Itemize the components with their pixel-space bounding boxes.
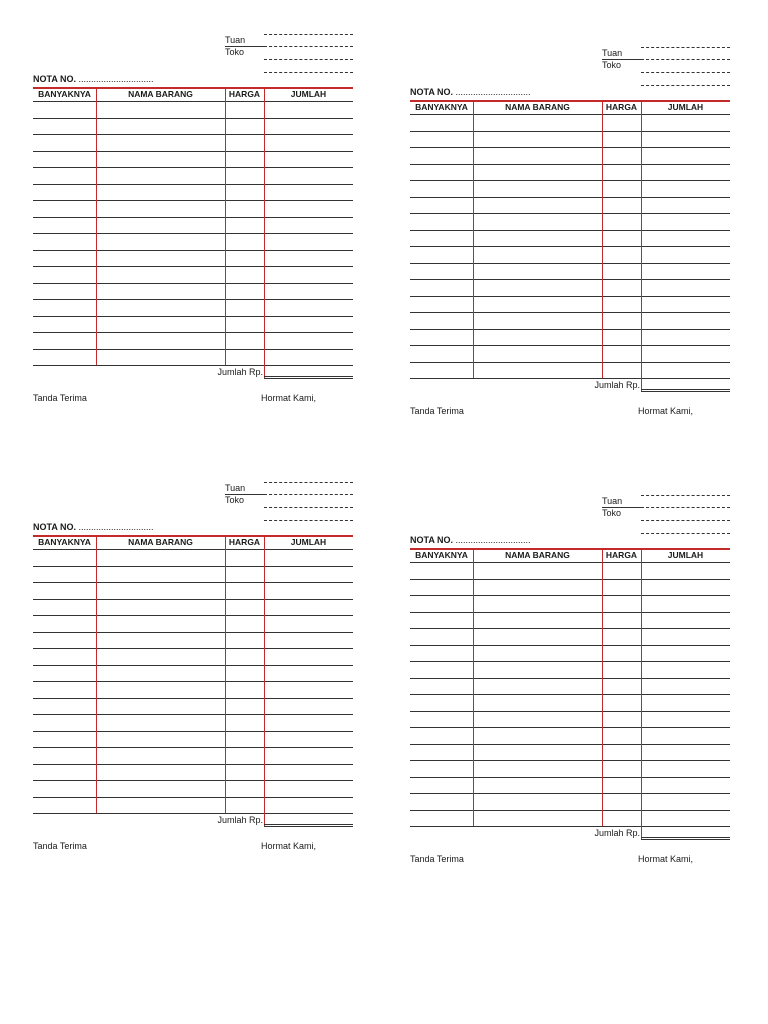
divider-banyaknya xyxy=(96,87,97,365)
table-row[interactable] xyxy=(33,217,353,218)
table-row[interactable] xyxy=(33,780,353,781)
table-row[interactable] xyxy=(33,648,353,649)
table-row[interactable] xyxy=(33,266,353,267)
col-banyaknya: BANYAKNYA xyxy=(38,89,91,99)
table-row[interactable] xyxy=(33,332,353,333)
table-row[interactable] xyxy=(410,362,730,363)
nota-number-dots: .............................. xyxy=(455,535,531,545)
address-fill-line-2[interactable] xyxy=(264,520,353,521)
table-row[interactable] xyxy=(33,283,353,284)
jumlah-rp-label: Jumlah Rp. xyxy=(217,367,263,377)
table-row[interactable] xyxy=(410,579,730,580)
table-row[interactable] xyxy=(33,118,353,119)
table-row[interactable] xyxy=(410,164,730,165)
col-banyaknya: BANYAKNYA xyxy=(38,537,91,547)
hormat-kami: Hormat Kami, xyxy=(261,393,317,403)
tuan-underline xyxy=(602,59,641,60)
table-row[interactable] xyxy=(410,612,730,613)
table-row[interactable] xyxy=(33,184,353,185)
table-row[interactable] xyxy=(410,131,730,132)
nota-form-2 xyxy=(410,43,732,443)
tuan-fill-line[interactable] xyxy=(641,47,730,48)
toko-fill-line[interactable] xyxy=(264,494,353,495)
table-row[interactable] xyxy=(33,200,353,201)
table-row[interactable] xyxy=(33,813,353,814)
table-row[interactable] xyxy=(410,826,730,827)
tuan-underline xyxy=(225,494,264,495)
col-jumlah: JUMLAH xyxy=(667,102,704,112)
nota-number[interactable] xyxy=(410,535,531,545)
tuan-underline xyxy=(225,46,264,47)
header-bottom-line xyxy=(410,562,730,563)
col-nama-barang: NAMA BARANG xyxy=(128,537,193,547)
tuan-fill-line[interactable] xyxy=(641,495,730,496)
toko-label: Toko xyxy=(225,47,245,57)
table-row[interactable] xyxy=(410,777,730,778)
table-row[interactable] xyxy=(33,233,353,234)
table-row[interactable] xyxy=(410,645,730,646)
nota-number-label: NOTA NO. xyxy=(410,535,453,545)
tuan-fill-line[interactable] xyxy=(264,482,353,483)
header-bottom-line xyxy=(33,549,353,550)
table-row[interactable] xyxy=(410,793,730,794)
table-row[interactable] xyxy=(410,263,730,264)
table-row[interactable] xyxy=(33,365,353,366)
table-row[interactable] xyxy=(410,744,730,745)
jumlah-rp-total-line[interactable] xyxy=(264,376,353,379)
nota-form-1 xyxy=(33,30,355,430)
tuan-fill-line[interactable] xyxy=(264,34,353,35)
table-row[interactable] xyxy=(410,711,730,712)
tuan-label: Tuan xyxy=(225,35,246,45)
tanda-terima: Tanda Terima xyxy=(410,406,464,416)
nota-number[interactable] xyxy=(33,522,154,532)
address-fill-line-2[interactable] xyxy=(641,85,730,86)
nota-number[interactable] xyxy=(410,87,531,97)
table-row[interactable] xyxy=(33,797,353,798)
table-row[interactable] xyxy=(410,197,730,198)
nota-form-4 xyxy=(410,491,732,891)
tanda-terima: Tanda Terima xyxy=(33,393,87,403)
table-row[interactable] xyxy=(410,678,730,679)
table-row[interactable] xyxy=(410,230,730,231)
toko-fill-line[interactable] xyxy=(641,59,730,60)
divider-nama-barang xyxy=(225,87,226,365)
table-row[interactable] xyxy=(410,147,730,148)
table-row[interactable] xyxy=(33,764,353,765)
nota-number-label: NOTA NO. xyxy=(33,522,76,532)
hormat-kami: Hormat Kami, xyxy=(638,406,694,416)
toko-fill-line[interactable] xyxy=(264,46,353,47)
toko-label: Toko xyxy=(225,495,245,505)
table-row[interactable] xyxy=(33,747,353,748)
address-fill-line-2[interactable] xyxy=(264,72,353,73)
divider-harga xyxy=(641,100,642,392)
table-row[interactable] xyxy=(33,349,353,350)
toko-fill-line[interactable] xyxy=(641,507,730,508)
col-jumlah: JUMLAH xyxy=(290,89,327,99)
table-row[interactable] xyxy=(33,582,353,583)
table-row[interactable] xyxy=(33,134,353,135)
nota-number-dots: .............................. xyxy=(78,74,154,84)
table-row[interactable] xyxy=(410,760,730,761)
tuan-label: Tuan xyxy=(225,483,246,493)
col-banyaknya: BANYAKNYA xyxy=(415,102,468,112)
address-fill-line[interactable] xyxy=(641,520,730,521)
table-row[interactable] xyxy=(33,250,353,251)
address-fill-line[interactable] xyxy=(264,507,353,508)
table-row[interactable] xyxy=(33,632,353,633)
nota-number-dots: .............................. xyxy=(455,87,531,97)
divider-nama-barang xyxy=(602,548,603,826)
col-jumlah: JUMLAH xyxy=(667,550,704,560)
table-row[interactable] xyxy=(410,378,730,379)
toko-label: Toko xyxy=(602,60,622,70)
col-harga: HARGA xyxy=(228,89,261,99)
col-nama-barang: NAMA BARANG xyxy=(128,89,193,99)
divider-harga xyxy=(641,548,642,840)
col-jumlah: JUMLAH xyxy=(290,537,327,547)
divider-banyaknya xyxy=(473,548,474,826)
toko-label: Toko xyxy=(602,508,622,518)
tuan-underline xyxy=(602,507,641,508)
table-row[interactable] xyxy=(410,312,730,313)
divider-nama-barang xyxy=(602,100,603,378)
col-harga: HARGA xyxy=(228,537,261,547)
jumlah-rp-label: Jumlah Rp. xyxy=(217,815,263,825)
header-bottom-line xyxy=(410,114,730,115)
nota-number-label: NOTA NO. xyxy=(410,87,453,97)
nota-number-dots: .............................. xyxy=(78,522,154,532)
table-row[interactable] xyxy=(410,180,730,181)
table-row[interactable] xyxy=(410,694,730,695)
col-harga: HARGA xyxy=(605,102,638,112)
header-bottom-line xyxy=(33,101,353,102)
table-row[interactable] xyxy=(33,665,353,666)
divider-banyaknya xyxy=(96,535,97,813)
table-row[interactable] xyxy=(410,246,730,247)
table-row[interactable] xyxy=(33,599,353,600)
table-row[interactable] xyxy=(410,628,730,629)
table-row[interactable] xyxy=(33,714,353,715)
table-row[interactable] xyxy=(410,661,730,662)
nota-form-3 xyxy=(33,478,355,878)
table-row[interactable] xyxy=(33,151,353,152)
table-row[interactable] xyxy=(33,615,353,616)
address-fill-line[interactable] xyxy=(264,59,353,60)
table-row[interactable] xyxy=(410,213,730,214)
hormat-kami: Hormat Kami, xyxy=(638,854,694,864)
table-row[interactable] xyxy=(33,731,353,732)
table-row[interactable] xyxy=(410,345,730,346)
table-row[interactable] xyxy=(33,681,353,682)
hormat-kami: Hormat Kami, xyxy=(261,841,317,851)
jumlah-rp-label: Jumlah Rp. xyxy=(594,828,640,838)
tuan-label: Tuan xyxy=(602,48,623,58)
table-row[interactable] xyxy=(33,299,353,300)
address-fill-line[interactable] xyxy=(641,72,730,73)
divider-harga xyxy=(264,535,265,827)
table-row[interactable] xyxy=(33,316,353,317)
table-row[interactable] xyxy=(410,595,730,596)
table-row[interactable] xyxy=(33,566,353,567)
table-row[interactable] xyxy=(33,167,353,168)
table-row[interactable] xyxy=(410,810,730,811)
jumlah-rp-total-line[interactable] xyxy=(264,824,353,827)
col-nama-barang: NAMA BARANG xyxy=(505,102,570,112)
divider-banyaknya xyxy=(473,100,474,378)
col-nama-barang: NAMA BARANG xyxy=(505,550,570,560)
tuan-label: Tuan xyxy=(602,496,623,506)
table-row[interactable] xyxy=(410,279,730,280)
tanda-terima: Tanda Terima xyxy=(410,854,464,864)
divider-nama-barang xyxy=(225,535,226,813)
nota-number[interactable] xyxy=(33,74,154,84)
jumlah-rp-label: Jumlah Rp. xyxy=(594,380,640,390)
table-row[interactable] xyxy=(410,727,730,728)
table-row[interactable] xyxy=(410,296,730,297)
address-fill-line-2[interactable] xyxy=(641,533,730,534)
tanda-terima: Tanda Terima xyxy=(33,841,87,851)
col-harga: HARGA xyxy=(605,550,638,560)
nota-number-label: NOTA NO. xyxy=(33,74,76,84)
divider-harga xyxy=(264,87,265,379)
col-banyaknya: BANYAKNYA xyxy=(415,550,468,560)
jumlah-rp-total-line[interactable] xyxy=(641,837,730,840)
table-row[interactable] xyxy=(33,698,353,699)
jumlah-rp-total-line[interactable] xyxy=(641,389,730,392)
table-row[interactable] xyxy=(410,329,730,330)
